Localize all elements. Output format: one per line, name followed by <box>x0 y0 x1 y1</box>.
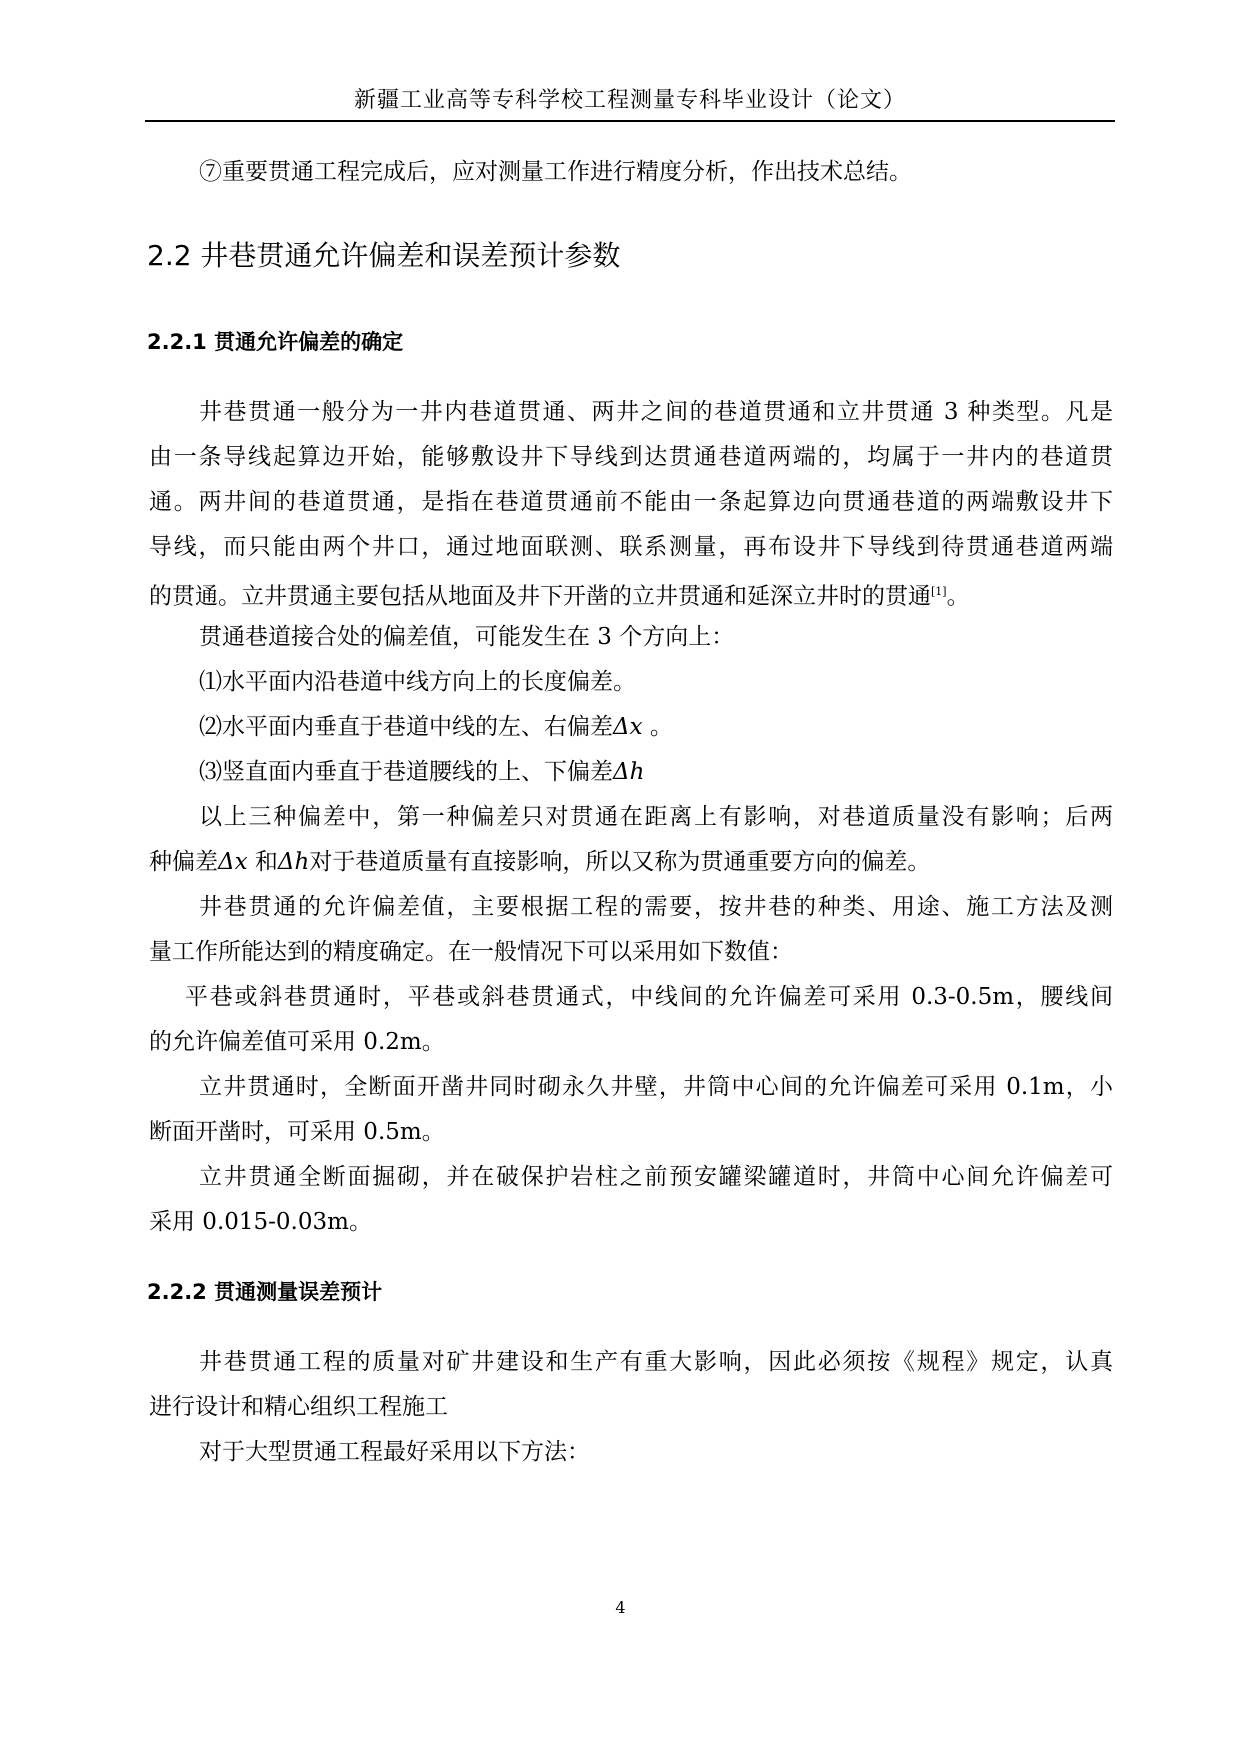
paragraph-6-line-2: 断面开凿时，可采用 0.5m。 <box>149 1119 445 1145</box>
paragraph-9: 对于大型贯通工程最好采用以下方法： <box>199 1439 590 1465</box>
subsection-heading-2-2-1: 2.2.1 贯通允许偏差的确定 <box>147 330 404 354</box>
section-heading-2-2: 2.2 井巷贯通允许偏差和误差预计参数 <box>147 239 621 272</box>
paragraph-1-line-4: 导线，而只能由两个井口，通过地面联测、联系测量，再布设井下导线到待贯通巷道两端 <box>149 534 1113 560</box>
paragraph-2: 贯通巷道接合处的偏差值，可能发生在 3 个方向上： <box>199 624 735 650</box>
paragraph-1-line-5-text: 的贯通。立井贯通主要包括从地面及井下开凿的立井贯通和延深立井时的贯通 <box>149 583 931 610</box>
paragraph-8-line-2: 进行设计和精心组织工程施工 <box>149 1394 448 1420</box>
paragraph-3-line-2 <box>149 846 930 878</box>
page-header <box>145 82 1115 122</box>
paragraph-4-line-1: 井巷贯通的允许偏差值，主要根据工程的需要，按井巷的种类、用途、施工方法及测 <box>199 894 1113 920</box>
subsection-heading-2-2-2: 2.2.2 贯通测量误差预计 <box>147 1280 383 1304</box>
paragraph-7-line-2: 采用 0.015-0.03m。 <box>149 1209 372 1235</box>
paragraph-3-line-1: 以上三种偏差中，第一种偏差只对贯通在距离上有影响，对巷道质量没有影响；后两 <box>199 804 1113 830</box>
delta-h-symbol: Δh <box>613 759 645 785</box>
paragraph-5-line-1: 平巷或斜巷贯通时，平巷或斜巷贯通式，中线间的允许偏差可采用 0.3-0.5m，腰线间 <box>185 984 1113 1010</box>
paragraph-1-line-3: 通。两井间的巷道贯通，是指在巷道贯通前不能由一条起算边向贯通巷道的两端敷设井下 <box>149 489 1113 515</box>
delta-h-symbol: Δh <box>277 849 310 875</box>
delta-x-symbol: Δx <box>613 714 643 740</box>
list-item-2-end: 。 <box>642 714 673 740</box>
list-item-1: ⑴水平面内沿巷道中线方向上的长度偏差。 <box>199 669 636 695</box>
paragraph-6-line-1: 立井贯通时，全断面开凿井同时砌永久井壁，井筒中心间的允许偏差可采用 0.1m，小 <box>199 1074 1113 1100</box>
paragraph-7-line-1: 立井贯通全断面掘砌，并在破保护岩柱之前预安罐梁罐道时，井筒中心间允许偏差可 <box>199 1164 1113 1190</box>
delta-x-symbol: Δx <box>218 849 248 875</box>
paragraph-1-line-2: 由一条导线起算边开始，能够敷设井下导线到达贯通巷道两端的，均属于一井内的巷道贯 <box>149 444 1113 470</box>
paragraph-1-line-5-end: 。 <box>946 583 970 610</box>
list-item-3-text: ⑶竖直面内垂直于巷道腰线的上、下偏差 <box>199 759 613 785</box>
paragraph-item-7: ⑦重要贯通工程完成后，应对测量工作进行精度分析，作出技术总结。 <box>199 159 912 185</box>
paragraph-8-line-1: 井巷贯通工程的质量对矿井建设和生产有重大影响，因此必须按《规程》规定，认真 <box>199 1349 1113 1375</box>
paragraph-3-line-2-text-c: 对于巷道质量有直接影响，所以又称为贯通重要方向的偏差。 <box>309 849 931 875</box>
paragraph-1-line-1: 井巷贯通一般分为一井内巷道贯通、两井之间的巷道贯通和立井贯通 3 种类型。凡是 <box>199 399 1113 425</box>
citation-marker: [1] <box>931 585 947 598</box>
header-title: 新疆工业高等专科学校工程测量专科毕业设计（论文） <box>353 88 906 113</box>
list-item-2-text: ⑵水平面内垂直于巷道中线的左、右偏差 <box>199 714 613 740</box>
list-item-2 <box>199 711 673 743</box>
list-item-3 <box>199 756 644 788</box>
paragraph-3-line-2-text-b: 和 <box>247 849 278 875</box>
paragraph-5-line-2: 的允许偏差值可采用 0.2m。 <box>149 1029 445 1055</box>
paragraph-4-line-2: 量工作所能达到的精度确定。在一般情况下可以采用如下数值： <box>149 939 793 965</box>
paragraph-3-line-2-text-a: 种偏差 <box>149 849 218 875</box>
page-number: 4 <box>615 1598 626 1617</box>
paragraph-1-line-5 <box>149 576 970 613</box>
